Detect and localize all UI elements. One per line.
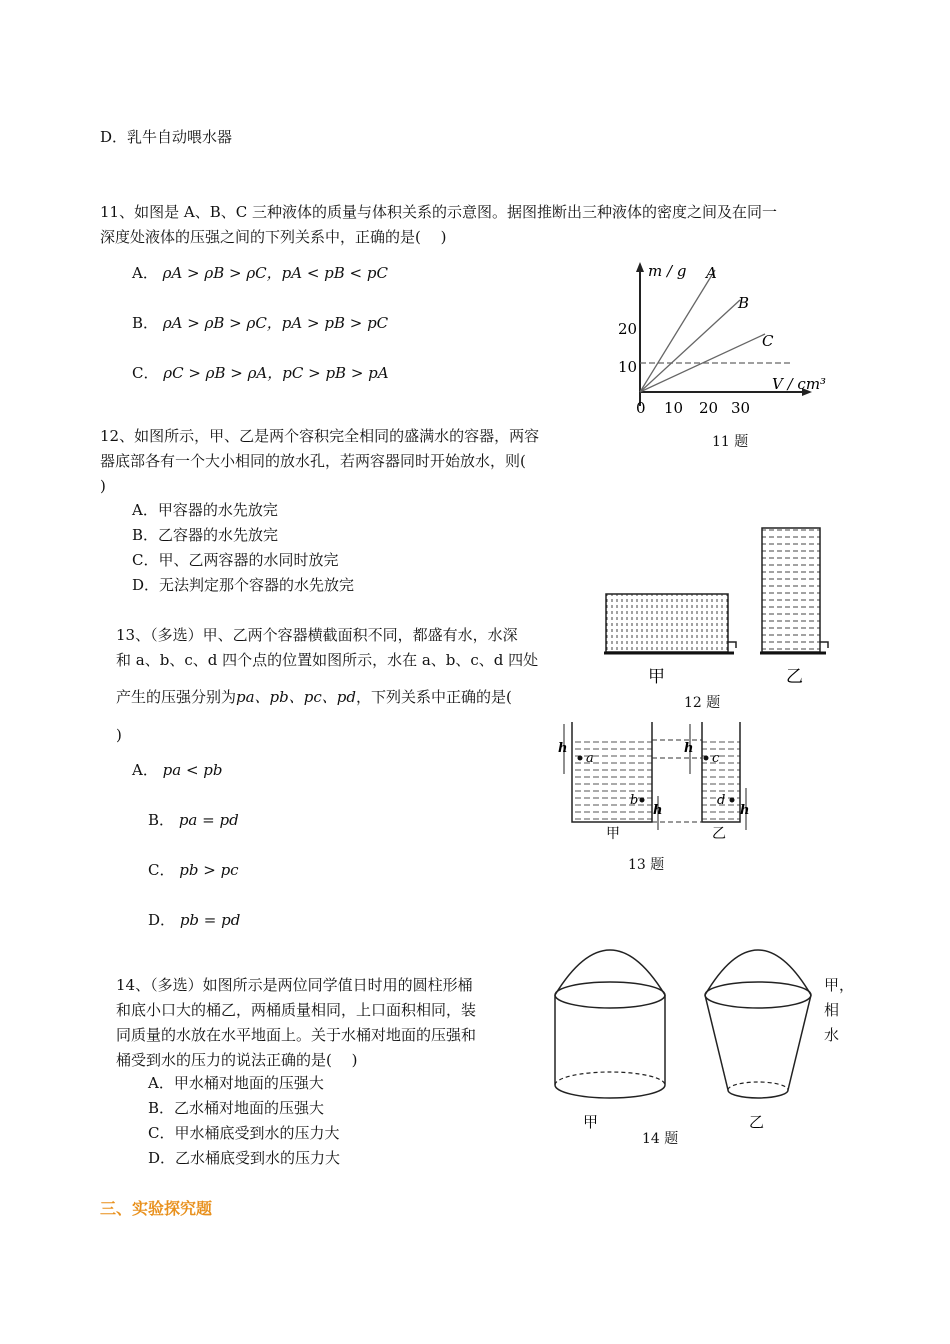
h-label-middle: h xyxy=(684,741,694,756)
q13-caption: 13 题 xyxy=(628,857,665,873)
line-a xyxy=(640,270,715,392)
q14-option-d: D．乙水桶底受到水的压力大 xyxy=(148,1149,341,1167)
q11-caption: 11 题 xyxy=(712,434,749,450)
q13-option-d-math: pb = pd xyxy=(179,911,241,929)
q11-option-a-label: A． xyxy=(132,264,158,282)
bucket-jia-handle xyxy=(555,950,665,995)
q14-tail-3: 水 xyxy=(824,1026,840,1044)
q13-stem-line1: 13、（多选）甲、乙两个容器横截面积不同，都盛有水，水深 xyxy=(116,626,518,644)
h-label-left: h xyxy=(558,741,568,756)
q13-stem-line2: 和 a、b、c、d 四个点的位置如图所示，水在 a、b、c、d 四处 xyxy=(116,651,539,669)
q11-option-a-math: ρA > ρB > ρC，pA < pB < pC xyxy=(162,264,388,282)
q13-option-b-label: B． xyxy=(148,811,175,829)
q13-stem-line4: ) xyxy=(116,726,122,744)
q11-option-c-math: ρC > ρB > ρA，pC > pB > pA xyxy=(163,364,389,382)
q13-option-d-label: D． xyxy=(148,911,176,929)
y-tick-20: 20 xyxy=(618,320,638,338)
bucket-yi-right-wall xyxy=(788,995,811,1090)
y-axis-label: m / g xyxy=(648,262,687,280)
q12-option-a: A．甲容器的水先放完 xyxy=(132,501,278,519)
point-c-label: c xyxy=(712,751,720,766)
label-a: A xyxy=(706,264,717,282)
q10-option-d: D．乳牛自动喂水器 xyxy=(100,128,233,146)
x-tick-30: 30 xyxy=(731,399,751,417)
q11-stem-line1: 11、如图是 A、B、C 三种液体的质量与体积关系的示意图。据图推断出三种液体的密度之间及在同一 xyxy=(100,203,777,221)
label-yi: 乙 xyxy=(749,1113,765,1131)
q14-buckets-figure xyxy=(545,935,825,1135)
q14-option-b: B．乙水桶对地面的压强大 xyxy=(148,1099,325,1117)
q13-stem-line3-math: pa、pb、pc、pd xyxy=(236,688,356,706)
container-yi-spout xyxy=(820,642,828,648)
q13-option-a-label: A． xyxy=(132,761,158,779)
q14-caption: 14 题 xyxy=(642,1131,679,1147)
line-b xyxy=(640,300,740,392)
q13-containers-figure xyxy=(556,718,756,843)
q12-caption: 12 题 xyxy=(684,695,721,711)
x-axis-label: V / cm³ xyxy=(772,375,827,393)
q14-stem-line4: 桶受到水的压力的说法正确的是( ) xyxy=(116,1051,358,1069)
q14-tail-2: 相 xyxy=(824,1001,840,1019)
bucket-yi-bottom-back xyxy=(728,1082,788,1090)
point-a xyxy=(578,756,583,761)
q13-option-b xyxy=(148,807,239,833)
label-c: C xyxy=(762,332,774,350)
q12-stem-line2: 器底部各有一个大小相同的放水孔，若两容器同时开始放水，则( xyxy=(100,452,526,470)
y-tick-10: 10 xyxy=(618,358,638,376)
container-jia-water xyxy=(572,740,652,822)
label-yi: 乙 xyxy=(786,667,803,687)
point-d xyxy=(730,798,735,803)
q12-containers-figure xyxy=(600,520,845,690)
y-axis-arrow xyxy=(636,262,644,272)
h-label-jia: h xyxy=(653,803,663,818)
q14-stem-line2: 和底小口大的桶乙，两桶质量相同，上口面积相同，装 xyxy=(116,1001,477,1019)
q13-stem-line3 xyxy=(116,684,512,710)
q11-option-c xyxy=(132,360,389,386)
bucket-jia-bottom-front xyxy=(555,1085,665,1098)
point-b xyxy=(640,798,645,803)
q11-option-a xyxy=(132,260,388,286)
q11-stem-line2: 深度处液体的压强之间的下列关系中，正确的是( ) xyxy=(100,228,447,246)
q11-option-b xyxy=(132,310,388,336)
q11-option-c-label: C． xyxy=(132,364,159,382)
container-yi xyxy=(762,528,820,652)
x-tick-20: 20 xyxy=(699,399,719,417)
point-a-label: a xyxy=(586,751,594,766)
label-jia: 甲 xyxy=(648,667,665,687)
bucket-jia-bottom-back xyxy=(555,1072,665,1085)
bucket-yi-bottom-front xyxy=(728,1090,788,1098)
x-tick-0: 0 xyxy=(636,399,646,417)
q12-stem-line1: 12、如图所示，甲、乙是两个容积完全相同的盛满水的容器，两容 xyxy=(100,427,540,445)
q12-option-b: B．乙容器的水先放完 xyxy=(132,526,279,544)
q12-stem-line3: ) xyxy=(100,477,106,495)
bucket-yi-handle xyxy=(705,950,811,995)
q11-option-b-math: ρA > ρB > ρC，pA > pB > pC xyxy=(162,314,389,332)
point-d-label: d xyxy=(717,793,726,808)
bucket-yi-rim xyxy=(705,982,811,1008)
q13-option-a xyxy=(132,757,222,783)
bucket-jia-rim xyxy=(555,982,665,1008)
q13-option-c xyxy=(148,857,239,883)
q13-stem-line3-tail: ，下列关系中正确的是( xyxy=(355,688,512,706)
q11-option-b-label: B． xyxy=(132,314,159,332)
label-jia: 甲 xyxy=(583,1113,599,1131)
q13-option-c-label: C． xyxy=(148,861,175,879)
section-heading-experiment: 三、实验探究题 xyxy=(100,1199,213,1218)
q14-tail-1: 甲， xyxy=(824,976,855,994)
container-jia xyxy=(606,594,728,652)
q13-option-b-math: pa = pd xyxy=(178,811,239,829)
q13-option-c-math: pb > pc xyxy=(179,861,239,879)
label-b: B xyxy=(738,294,750,312)
x-tick-10: 10 xyxy=(664,399,684,417)
label-jia: 甲 xyxy=(606,826,620,842)
bucket-yi-left-wall xyxy=(705,995,728,1090)
q13-option-a-math: pa < pb xyxy=(162,761,223,779)
q13-option-d xyxy=(148,907,240,933)
point-b-label: b xyxy=(630,793,639,808)
q14-option-a: A．甲水桶对地面的压强大 xyxy=(148,1074,324,1092)
container-yi-water xyxy=(702,740,740,822)
h-label-yi: h xyxy=(740,803,750,818)
q13-stem-line3-text: 产生的压强分别为 xyxy=(116,688,237,706)
q14-stem-line3: 同质量的水放在水平地面上。关于水桶对地面的压强和 xyxy=(116,1026,477,1044)
point-c xyxy=(704,756,709,761)
q14-stem-line1: 14、（多选）如图所示是两位同学值日时用的圆柱形桶 xyxy=(116,976,473,994)
q11-mass-volume-graph xyxy=(600,256,840,426)
q12-option-c: C．甲、乙两容器的水同时放完 xyxy=(132,551,339,569)
q14-option-c: C．甲水桶底受到水的压力大 xyxy=(148,1124,340,1142)
label-yi: 乙 xyxy=(712,826,726,842)
container-jia-spout xyxy=(728,642,736,648)
q12-option-d: D．无法判定那个容器的水先放完 xyxy=(132,576,355,594)
